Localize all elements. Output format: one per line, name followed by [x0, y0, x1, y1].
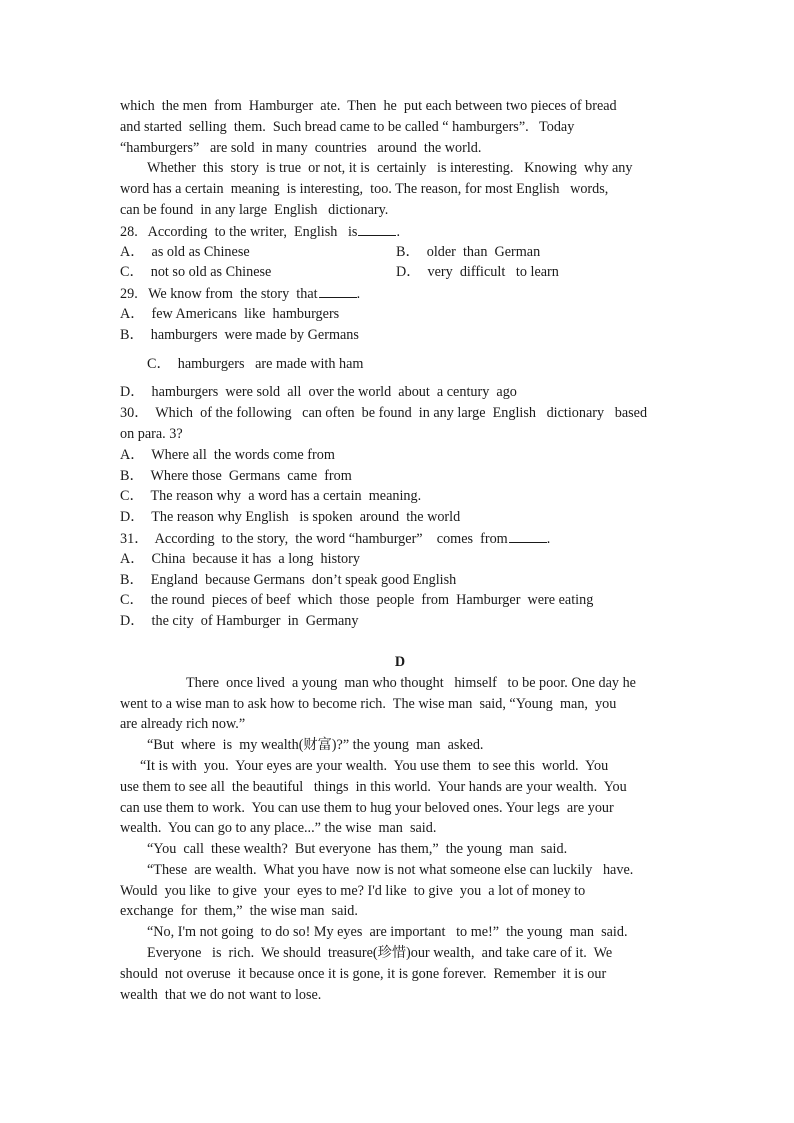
- option-d: D． The reason why English is spoken around the world: [120, 509, 461, 526]
- passage-d-line: Would you like to give your eyes to me? I'd like to give you a lot of money to: [120, 882, 586, 899]
- option-d: D． very difficult to learn: [396, 264, 559, 281]
- passage-d-line: use them to see all the beautiful things in this world. Your hands are your wealth. You: [120, 778, 627, 795]
- spacer: [120, 374, 680, 382]
- passage-d-line: “But where is my wealth(财富)?” the young man asked.: [147, 737, 484, 754]
- question-28-end: .: [396, 223, 400, 240]
- question-31-text: 31． According to the story, the word “hamburger” comes from: [120, 530, 508, 547]
- spacer: [120, 346, 680, 354]
- page-content: [120, 96, 680, 1005]
- passage-d-line: Everyone is rich. We should treasure(珍惜)our wealth, and take care of it. We: [147, 945, 613, 962]
- passage-c-line: which the men from Hamburger ate. Then he put each between two pieces of bread: [120, 98, 617, 114]
- option-c: C． the round pieces of beef which those people from Hamburger were eating: [120, 592, 594, 609]
- section-title-d: D: [394, 653, 406, 670]
- passage-c-line: Whether this story is true or not, it is certainly is interesting. Knowing why any: [147, 160, 633, 177]
- option-c: C． The reason why a word has a certain meaning.: [120, 488, 422, 505]
- question-28-stem: [120, 221, 680, 242]
- answer-blank: [319, 283, 357, 298]
- option-b: B． Where those Germans came from: [120, 467, 352, 484]
- option-b: B． England because Germans don’t speak good English: [120, 571, 457, 588]
- passage-c-line: and started selling them. Such bread came to be called “ hamburgers”. Today: [120, 118, 575, 135]
- question-29-end: .: [356, 286, 361, 303]
- passage-d-line: wealth that we do not want to lose.: [120, 986, 322, 1003]
- spacer: [120, 632, 680, 652]
- passage-c-line: word has a certain meaning is interesting, too. The reason, for most English words,: [120, 181, 609, 198]
- option-d: D． the city of Hamburger in Germany: [120, 613, 359, 630]
- passage-d-line: should not overuse it because once it is gone, it is gone forever. Remember it is our: [120, 965, 607, 982]
- question-29-stem: [120, 283, 680, 304]
- passage-d-line: went to a wise man to ask how to become rich. The wise man said, “Young man, you: [120, 695, 617, 712]
- option-c: C． hamburgers are made with ham: [147, 355, 364, 372]
- passage-c-line: “hamburgers” are sold in many countries around the world.: [120, 139, 482, 156]
- passage-c-line: can be found in any large English dictionary.: [120, 201, 389, 218]
- question-30-stem: 30． Which of the following can often be found in any large English dictionary based: [120, 405, 648, 422]
- passage-d-line: There once lived a young man who thought himself to be poor. One day he: [186, 674, 636, 691]
- passage-d-line: “It is with you. Your eyes are your wealth. You use them to see this world. You: [140, 757, 609, 774]
- option-a: A． as old as Chinese: [120, 243, 250, 260]
- passage-d-line: “No, I'm not going to do so! My eyes are important to me!” the young man said.: [147, 924, 628, 941]
- option-b: B． older than German: [396, 243, 541, 260]
- option-c: C． not so old as Chinese: [120, 264, 272, 281]
- option-d: D． hamburgers were sold all over the world about a century ago: [120, 384, 517, 401]
- passage-d-line: “These are wealth. What you have now is not what someone else can luckily have.: [147, 861, 634, 878]
- question-29-text: 29. We know from the story that: [120, 286, 318, 303]
- passage-d-line: “You call these wealth? But everyone has them,” the young man said.: [147, 841, 568, 858]
- option-a: A． China because it has a long history: [120, 550, 360, 567]
- option-a: A． Where all the words come from: [120, 446, 335, 463]
- passage-d-line: exchange for them,” the wise man said.: [120, 903, 358, 920]
- answer-blank: [358, 221, 396, 236]
- passage-d-line: are already rich now.”: [120, 716, 246, 733]
- question-31-stem: [120, 528, 680, 549]
- question-31-end: .: [546, 530, 551, 547]
- passage-d-line: can use them to work. You can use them to hug your beloved ones. Your legs are your: [120, 799, 614, 816]
- option-b: B． hamburgers were made by Germans: [120, 326, 359, 343]
- answer-blank: [509, 528, 547, 543]
- passage-d-line: wealth. You can go to any place...” the wise man said.: [120, 820, 437, 837]
- option-a: A． few Americans like hamburgers: [120, 305, 340, 322]
- question-28-options-row-1: [120, 242, 680, 263]
- question-30-stem-cont: on para. 3?: [120, 425, 183, 442]
- question-28-text: 28. According to the writer, English is: [120, 223, 358, 240]
- question-28-options-row-2: [120, 262, 680, 283]
